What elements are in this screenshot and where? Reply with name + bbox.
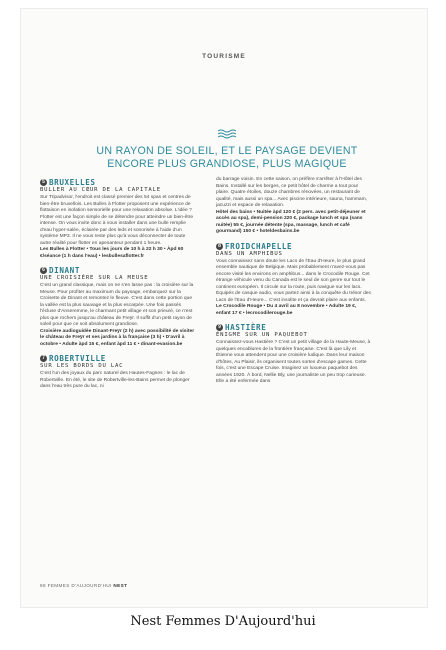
entry-bruxelles <box>40 178 195 260</box>
entry-froidchapelle <box>216 242 371 318</box>
entry-body: C'est un grand classique, mais on ne s'en lasse pas : la croisière sur la Meuse. Pour profiter au maximum du paysage, embarquez sur la Croisette de Dinant et remontez le fleuve. C'est dans cette portion que la vallée est la plus sauvage et la plus escarpée. Une fois passés l'écluse d'Anseremme, le charmant petit village et son prieuré, ce n'est plus que rochers jusqu'au château de Freÿr. Il suffit d'un petit rayon de soleil pour que ce soit absolument grandiose. <box>40 283 194 327</box>
entry-robertville <box>40 354 195 391</box>
entry-number: 9 <box>216 324 223 331</box>
entry-number: 6 <box>40 267 47 274</box>
brand-name: NEST <box>113 583 128 588</box>
entry-subtitle: UNE CROISIÈRE SUR LA MEUSE <box>40 275 149 281</box>
entry-body: Sur Tripadvisor, l'endroit est classé premier des 54 spas et centres de bien-être bruxellois. Les Bulles à Flotter proposent une expérience de flottaison en isolation sensorielle pour une relaxation absolue. L'idée ? Flotter est une façon simple de se détendre pour atteindre un bien-être intense. On vous invite donc à vous installer dans une bulle remplie d'eau hyper-salée, éclairée par des leds et sonorisée à l'aide d'un système MP3. Il ne vous reste plus qu'à vous déconnecter de toute autre réalité pour flotter en apesanteur pendant 1 heure. <box>40 195 194 246</box>
entry-dinant <box>40 266 195 348</box>
entry-body: Connaissez-vous Hastière ? C'est un petit village de la Haute-Meuse, à quelques encablures de la frontière française. C'est là que Lily et Étienne vous attendent pour une croisière ludique. Dans leur maison d'hôtes, Au Plaisir, ils organisent toutes sortes d'escape games. Cette fois, c'est une Escape Cruise. Imaginez un luxueux paquebot des années 1920. À bord, Nellie Bly, une journaliste un peu trop curieuse. Elle a été enfermée dans <box>216 340 371 384</box>
image-caption: Nest Femmes D'Aujourd'hui <box>130 614 316 629</box>
wave-ornament-icon <box>217 129 237 139</box>
section-tag: TOURISME <box>202 53 246 60</box>
entry-hastiere <box>216 323 371 386</box>
page-number: 88 <box>40 583 46 588</box>
page-footer <box>40 583 127 588</box>
entry-subtitle: BULLER AU CŒUR DE LA CAPITALE <box>40 187 161 193</box>
entry-subtitle: SUR LES BORDS DU LAC <box>40 363 124 369</box>
entry-city: 8 FROIDCHAPELLE <box>216 242 371 251</box>
entry-body: du barrage voisin. En cette saison, on préfère s'arrêter à l'Hôtel des Bains. Installé sur les berges, ce petit hôtel de charme a tout pour plaire. Quatre étoiles, douze chambres rénovées, un restaurant de qualité, mais aussi un spa... Avec piscine intérieure, sauna, hammam, jacuzzi et espace de relaxation. <box>216 177 368 208</box>
entry-subtitle: ÉNIGME SUR UN PAQUEBOT <box>216 332 308 338</box>
entry-subtitle: DANS UN AMPHIBUS <box>216 250 283 257</box>
entry-number: 8 <box>216 243 223 250</box>
entry-info: Hôtel des bains • Nuitée àpd 120 € (2 pers. avec petit-déjeuner et accès au spa), demi-pension 220 €, package lunch et spa (sans nuitée) 55 €, journée détente (spa, massage, lunch et café gourmand) 150 € • hoteldesbains.be <box>216 209 366 234</box>
entry-info: Les Bulles à Flotter • Tous les jours de 10 h à 22 h 30 • Àpd 60 €/séance (1 h dans l'eau) • lesbullesaflotter.fr <box>40 247 184 259</box>
entry-number: 5 <box>40 179 47 186</box>
entry-info: Le Crocodile Rouge • Du 4 avril au 8 novembre • Adulte 19 €, enfant 17 € • lecrocodilerouge.be <box>216 304 357 316</box>
left-column <box>40 178 195 391</box>
entry-city: 7 ROBERTVILLE <box>40 354 195 363</box>
entry-body: Vous connaissez sans doute les Lacs de l'Eau d'Heure, le plus grand ensemble nautique de Belgique. Mais probablement n'avez-vous pas encore visité les environs en amphibus... dans le Crocodile Rouge. Cet étrange véhicule venu du Canada est le seul de son genre sur tout le continent européen. Il circule sur la route, puis navigue sur les lacs. Équipés de casque audio, vous partez ainsi à la conquête du trésor des Lacs de l'Eau d'Heure... C'est insolite et ça devrait plaire aux enfants. <box>216 258 371 303</box>
article-headline: UN RAYON DE SOLEIL, ET LE PAYSAGE DEVIENT ENCORE PLUS GRANDIOSE, PLUS MAGIQUE <box>96 145 358 170</box>
entry-city: 5 BRUXELLES <box>40 178 195 187</box>
entry-city: 6 DINANT <box>40 266 195 275</box>
entry-body: C'est l'un des joyaux du parc naturel des Hautes-Fagnes : le lac de Robertville. En été, le site de Robertville-les-Bains permet de plonger dans l'eau très pure du lac, ni <box>40 371 190 389</box>
entry-robertville-continued <box>216 177 371 236</box>
entry-city: 9 HASTIÈRE <box>216 323 371 332</box>
right-column <box>216 177 371 386</box>
magazine-name: FEMMES D'AUJOURD'HUI <box>47 583 112 588</box>
entry-number: 7 <box>40 355 47 362</box>
entry-info: Croisière audioguidée Dinant-Freÿr (2 h) avec possibilité de visiter le château de Freÿr et ses jardins à la française (3 h) • D'avril à octobre • Adulte àpd 15 €, enfant àpd 11 € • dinant-evasion.be <box>40 328 195 347</box>
